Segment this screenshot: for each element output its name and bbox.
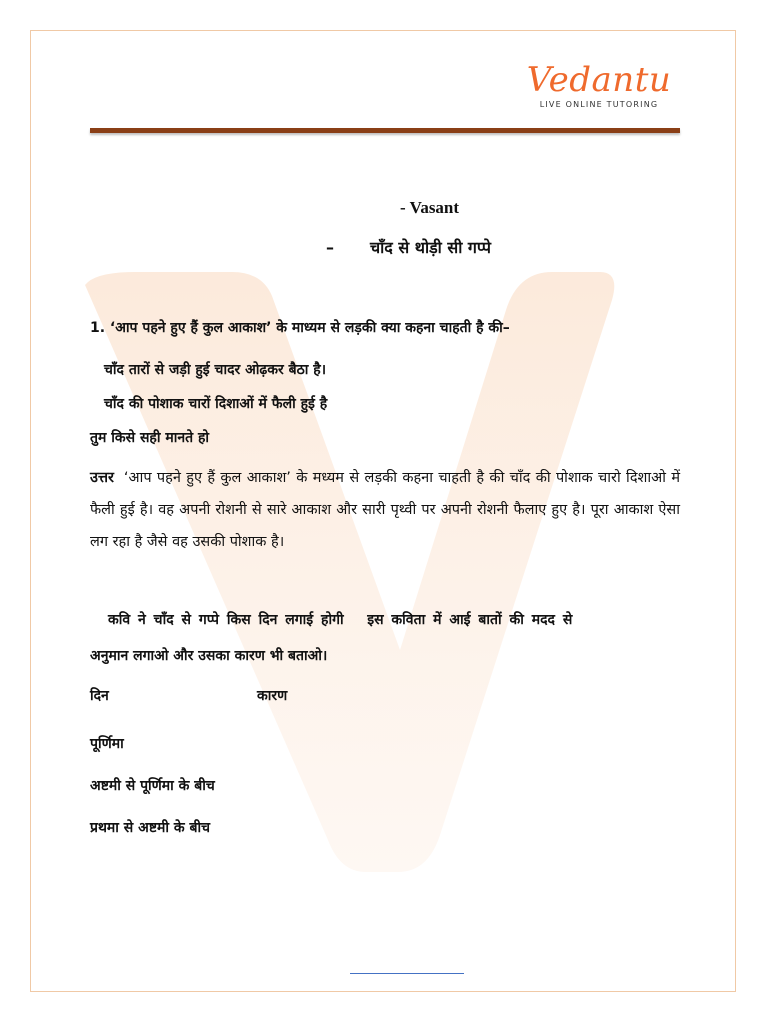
logo-tagline: LIVE ONLINE TUTORING xyxy=(539,100,659,109)
question-2-line-1: कवि ने चाँद से गप्पे किस दिन लगाई होगी इस कविता में आई बातों की मदद से xyxy=(108,612,573,628)
header-divider xyxy=(90,128,680,133)
answer-1 xyxy=(90,462,680,558)
column-header-reason: कारण xyxy=(257,688,288,704)
vedantu-logo xyxy=(524,62,674,109)
question-1-prompt: तुम किसे सही मानते हो xyxy=(90,430,210,446)
chapter-dash: – xyxy=(326,238,334,257)
day-row-2: अष्टमी से पूर्णिमा के बीच xyxy=(90,778,215,794)
question-1: 1. ‘आप पहने हुए हैं कुल आकाश’ के माध्यम से लड़की क्या कहना चाहती है की– xyxy=(90,320,510,336)
chapter-name: चाँद से थोड़ी सी गप्पे xyxy=(370,238,491,257)
question-2-line-2: अनुमान लगाओ और उसका कारण भी बताओ। xyxy=(90,648,328,664)
day-row-3: प्रथमा से अष्टमी के बीच xyxy=(90,820,211,836)
column-header-day: दिन xyxy=(90,688,109,704)
day-row-1: पूर्णिमा xyxy=(90,736,124,752)
book-title: - Vasant xyxy=(400,198,460,217)
footer-link-line xyxy=(350,973,464,974)
logo-wordmark: Vedantu xyxy=(526,60,672,100)
option-1: चाँद तारों से जड़ी हुई चादर ओढ़कर बैठा है। xyxy=(104,362,327,378)
answer-text: ‘आप पहने हुए हैं कुल आकाश’ के मध्यम से लड़की कहना चाहती है की चाँद की पोशाक चारो दिशाओ में फैली हुई है। वह अपनी रोशनी से सारे आकाश और सारी पृथ्वी पर अपनी रोशनी फैलाए हुए है। पूरा आकाश ऐसा लग रहा है जैसे वह उसकी पोशाक है। xyxy=(90,470,680,550)
option-2: चाँद की पोशाक चारों दिशाओं में फैली हुई है xyxy=(104,396,328,412)
answer-label: उत्तर xyxy=(90,470,114,486)
chapter-title xyxy=(326,236,491,258)
